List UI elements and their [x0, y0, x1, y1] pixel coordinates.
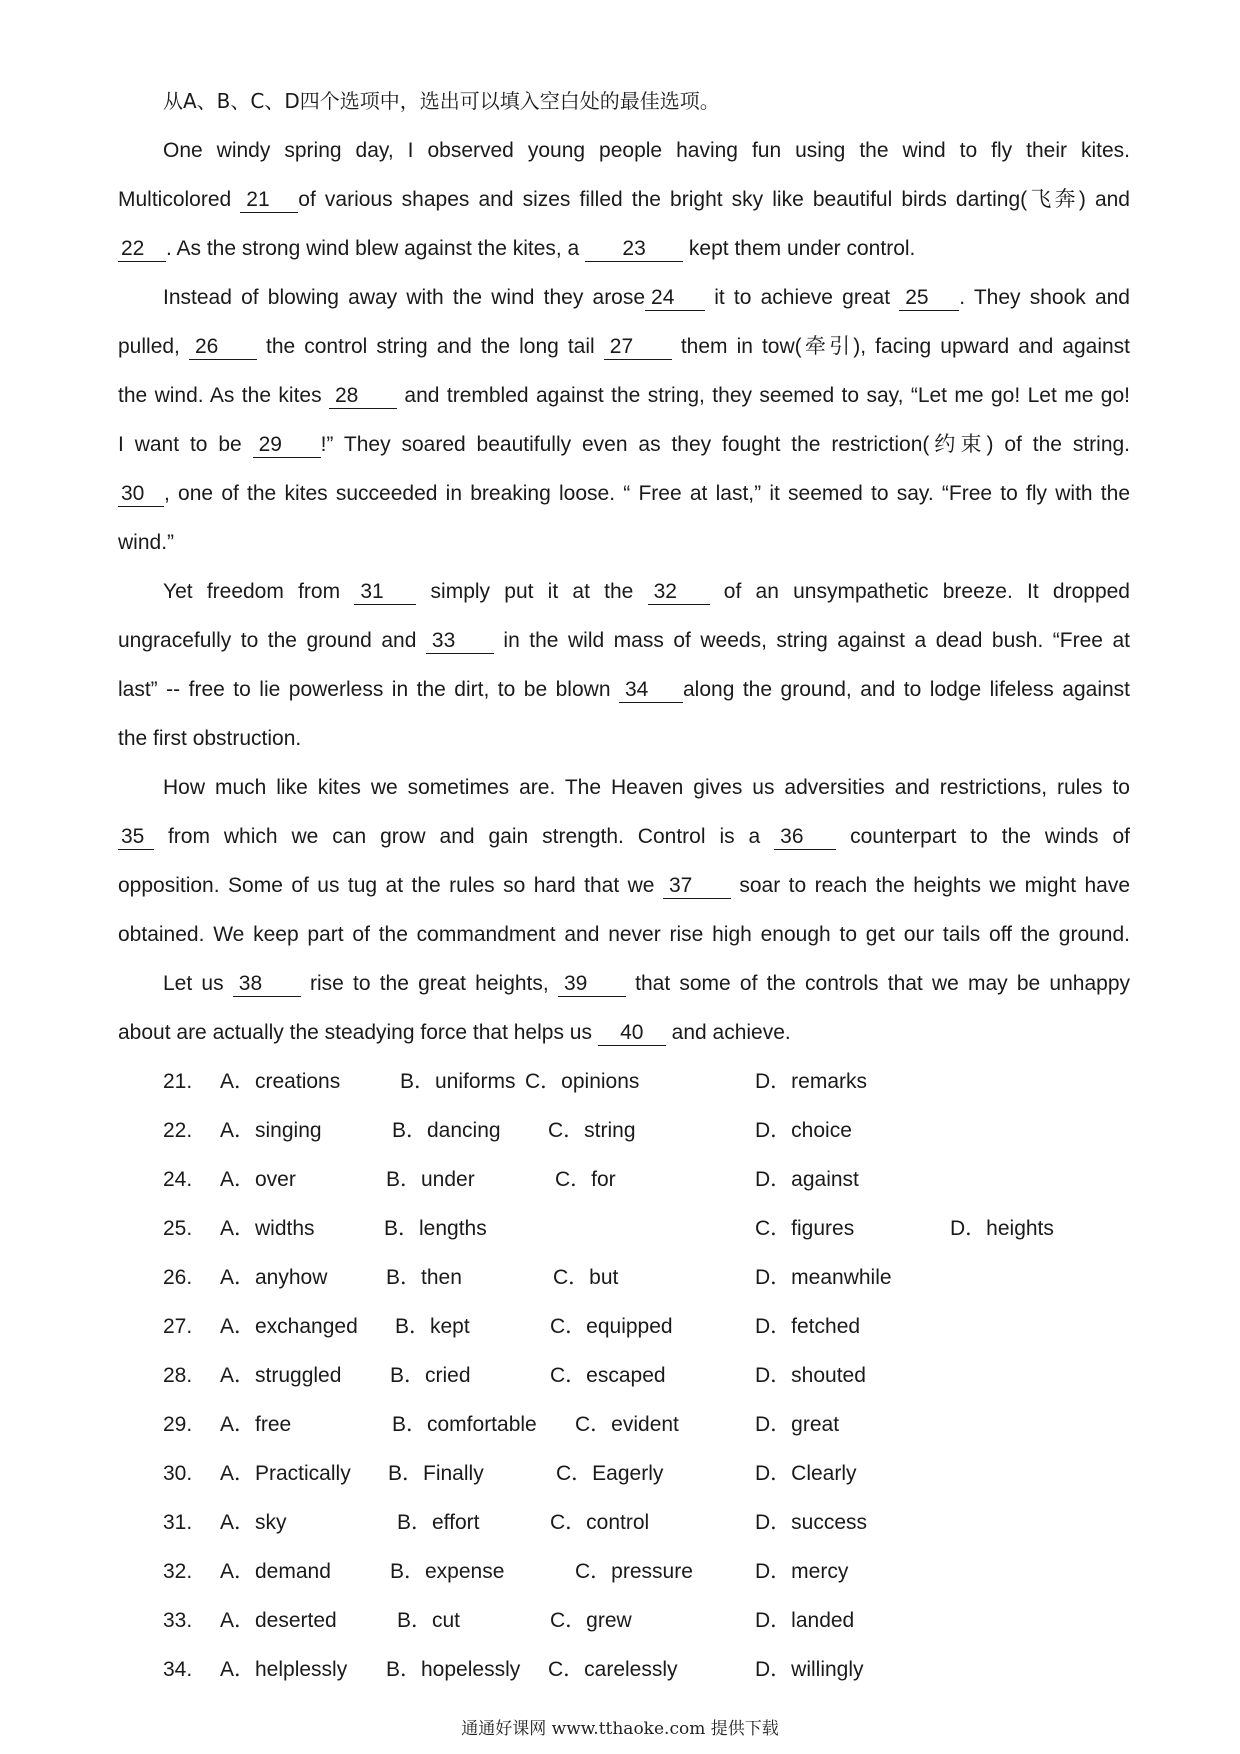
blank-25: 25 [899, 286, 959, 311]
p2-line4 [118, 430, 1130, 460]
text: Let us [163, 972, 233, 995]
option-b: B．kept [395, 1315, 470, 1338]
text: about are actually the steadying force that helps us [118, 1021, 598, 1044]
option-b: B．expense [390, 1560, 505, 1583]
instruction: 从A、B、C、D四个选项中，选出可以填入空白处的最佳选项。 [163, 89, 720, 113]
option-d: D．great [755, 1413, 840, 1436]
option-a: A．helplessly [220, 1658, 348, 1681]
option-a: A．over [220, 1168, 296, 1191]
p3-line3 [118, 675, 1130, 705]
option-a: A．Practically [220, 1462, 351, 1485]
option-b: B．under [386, 1168, 475, 1191]
p3-line4: the first obstruction. [118, 727, 302, 750]
p2-line1 [163, 283, 1130, 313]
option-c: C．for [555, 1168, 616, 1191]
option-c: C．carelessly [548, 1658, 678, 1681]
p3-line2 [118, 626, 1130, 656]
blank-26: 26 [189, 335, 257, 360]
blank-29: 29 [253, 433, 321, 458]
question-number: 27. [163, 1315, 193, 1338]
text: and trembled against the string, they seemed to say, “Let me go! Let me go! [397, 384, 1130, 407]
option-d: D．Clearly [755, 1462, 857, 1485]
text: Instead of blowing away with the wind they arose [163, 286, 646, 309]
option-c: C．escaped [550, 1364, 666, 1387]
text: kept them under control. [683, 237, 916, 260]
option-a: A．sky [220, 1511, 287, 1534]
text: in the wild mass of weeds, string against a dead bush. “Free at [493, 629, 1130, 652]
option-b: B．hopelessly [386, 1658, 521, 1681]
p2-line3 [118, 381, 1130, 411]
blank-39: 39 [558, 972, 626, 997]
text: Yet freedom from [163, 580, 355, 603]
option-a: A．struggled [220, 1364, 342, 1387]
question-number: 30. [163, 1462, 193, 1485]
text: the wind. As the kites [118, 384, 329, 407]
option-b: B．then [386, 1266, 462, 1289]
option-c: C．but [553, 1266, 619, 1289]
option-b: B．Finally [388, 1462, 484, 1485]
text: of various shapes and sizes filled the bright sky like beautiful birds darting(飞奔) and [298, 188, 1130, 211]
option-a: A．creations [220, 1070, 341, 1093]
blank-32: 32 [648, 580, 710, 605]
p4-line1: How much like kites we sometimes are. The Heaven gives us adversities and restrictions, rules to [163, 776, 1130, 799]
blank-38: 38 [233, 972, 301, 997]
option-b: B．dancing [392, 1119, 501, 1142]
option-b: B．lengths [384, 1217, 487, 1240]
p2-line5 [118, 479, 1130, 509]
question-number: 28. [163, 1364, 193, 1387]
option-a: A．exchanged [220, 1315, 358, 1338]
text: Multicolored [118, 188, 241, 211]
question-number: 32. [163, 1560, 193, 1583]
text: of an unsympathetic breeze. It dropped [709, 580, 1130, 603]
p4-line2 [118, 822, 1130, 852]
option-c: C．evident [575, 1413, 679, 1436]
p2-line2 [118, 332, 1130, 362]
question-number: 29. [163, 1413, 193, 1436]
text: counterpart to the winds of [836, 825, 1131, 848]
option-c: C．control [550, 1511, 650, 1534]
question-number: 21. [163, 1070, 193, 1093]
option-d: D．landed [755, 1609, 855, 1632]
question-number: 22. [163, 1119, 193, 1142]
option-c: C．pressure [575, 1560, 693, 1583]
blank-21: 21 [240, 188, 298, 213]
blank-27: 27 [604, 335, 672, 360]
option-d: D．shouted [755, 1364, 866, 1387]
text: them in tow(牵引), facing upward and against [671, 335, 1131, 358]
option-a: A．deserted [220, 1609, 337, 1632]
option-d: D．fetched [755, 1315, 861, 1338]
text: the control string and the long tail [256, 335, 604, 358]
text: that some of the controls that we may be unhappy [625, 972, 1131, 995]
p1-line2 [118, 185, 1130, 215]
blank-33: 33 [426, 629, 494, 654]
option-d: D．against [755, 1168, 859, 1191]
option-d: D．mercy [755, 1560, 849, 1583]
question-number: 34. [163, 1658, 193, 1681]
option-a: A．anyhow [220, 1266, 328, 1289]
option-a: A．demand [220, 1560, 331, 1583]
p4-line3 [118, 871, 1130, 901]
blank-28: 28 [329, 384, 397, 409]
p1-line3 [118, 234, 915, 264]
text: !” They soared beautifully even as they fought the restriction(约束) of the string. [320, 433, 1131, 456]
question-number: 31. [163, 1511, 193, 1534]
blank-37: 37 [663, 874, 731, 899]
option-c: C．figures [755, 1217, 855, 1240]
option-a: A．widths [220, 1217, 315, 1240]
blank-30: 30 [118, 482, 164, 507]
option-b: B．cut [397, 1609, 461, 1632]
text: along the ground, and to lodge lifeless against [682, 678, 1130, 701]
option-c: C．Eagerly [556, 1462, 664, 1485]
text: it to achieve great [705, 286, 900, 309]
text: and achieve. [665, 1021, 791, 1044]
question-number: 24. [163, 1168, 193, 1191]
text: simply put it at the [416, 580, 648, 603]
option-c: C．string [548, 1119, 636, 1142]
text: pulled, [118, 335, 189, 358]
option-d: D．remarks [755, 1070, 868, 1093]
text: from which we can grow and gain strength. Control is a [154, 825, 775, 848]
text: , one of the kites succeeded in breaking loose. “ Free at last,” it seemed to say. “Free to fly with the [164, 482, 1130, 505]
p4-line4: obtained. We keep part of the commandment and never rise high enough to get our tails off the ground. [118, 923, 1130, 946]
option-c: C．equipped [550, 1315, 673, 1338]
option-b: B．effort [397, 1511, 480, 1534]
text: ungracefully to the ground and [118, 629, 426, 652]
option-b: B．cried [390, 1364, 471, 1387]
question-number: 26. [163, 1266, 193, 1289]
p1-line1: One windy spring day, I observed young people having fun using the wind to fly their kites. [163, 139, 1130, 162]
option-d: D．choice [755, 1119, 852, 1142]
text: last” -- free to lie powerless in the dirt, to be blown [118, 678, 619, 701]
question-number: 25. [163, 1217, 193, 1240]
option-d: D．meanwhile [755, 1266, 892, 1289]
blank-22: 22 [118, 237, 166, 262]
blank-24: 24 [645, 286, 705, 311]
option-d: D．success [755, 1511, 868, 1534]
option-c: C．opinions [525, 1070, 640, 1093]
option-d: D．willingly [755, 1658, 864, 1681]
question-number: 33. [163, 1609, 193, 1632]
p3-line1 [163, 577, 1130, 607]
p5-line2 [118, 1018, 791, 1048]
option-d: D．heights [950, 1217, 1054, 1240]
p5-line1 [163, 969, 1130, 999]
blank-34: 34 [619, 678, 683, 703]
text: rise to the great heights, [300, 972, 558, 995]
text: opposition. Some of us tug at the rules so hard that we [118, 874, 663, 897]
footer-watermark: 通通好课网 www.tthaoke.com 提供下载 [461, 1719, 779, 1739]
blank-40: 40 [598, 1021, 666, 1046]
text: soar to reach the heights we might have [730, 874, 1131, 897]
option-a: A．free [220, 1413, 292, 1436]
option-c: C．grew [550, 1609, 632, 1632]
text: . As the strong wind blew against the kites, a [166, 237, 586, 260]
option-a: A．singing [220, 1119, 322, 1142]
p2-line6: wind.” [118, 531, 175, 554]
text: . They shook and [959, 286, 1130, 309]
text: I want to be [118, 433, 253, 456]
option-b: B．comfortable [392, 1413, 537, 1436]
blank-36: 36 [774, 825, 836, 850]
blank-35: 35 [118, 825, 154, 850]
blank-23: 23 [585, 237, 683, 262]
blank-31: 31 [354, 580, 416, 605]
option-b: B．uniforms [400, 1070, 516, 1093]
